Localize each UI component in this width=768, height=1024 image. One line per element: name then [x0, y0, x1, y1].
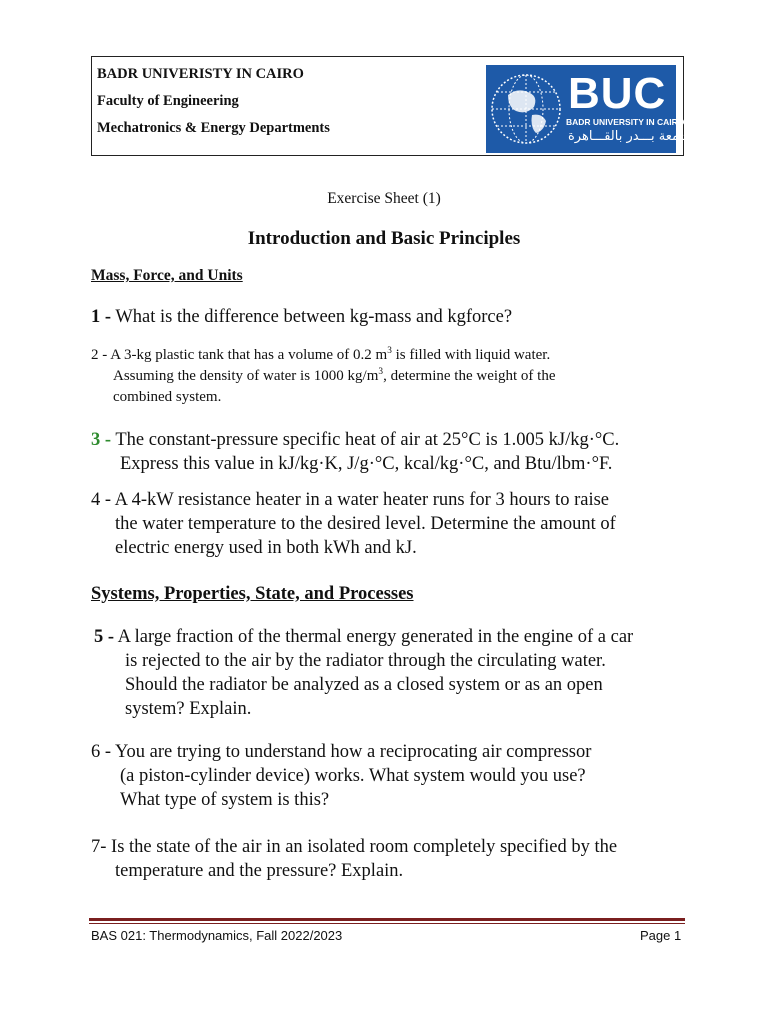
question-text: the water temperature to the desired level. Determine the amount of	[115, 514, 616, 534]
logo-text: BUC	[568, 69, 667, 118]
question-text: What is the difference between kg-mass and kgforce?	[115, 307, 513, 327]
question-text: A 3-kg plastic tank that has a volume of 0.2 m	[110, 347, 388, 363]
question-text: system? Explain.	[125, 699, 252, 719]
logo-subtitle: BADR UNIVERSITY IN CAIRO	[566, 117, 685, 127]
departments-name: Mechatronics & Energy Departments	[97, 120, 330, 136]
sheet-label: Exercise Sheet (1)	[327, 190, 441, 207]
question-2	[91, 345, 556, 408]
question-text: Should the radiator be analyzed as a closed system or as an open	[125, 675, 603, 695]
section-heading-systems: Systems, Properties, State, and Processes	[91, 584, 414, 604]
buc-logo	[486, 65, 691, 153]
university-name: BADR UNIVERISTY IN CAIRO	[97, 66, 304, 82]
question-number: 6 -	[91, 742, 112, 762]
question-text: temperature and the pressure? Explain.	[115, 861, 404, 881]
question-text: A large fraction of the thermal energy generated in the engine of a car	[117, 627, 634, 647]
faculty-name: Faculty of Engineering	[97, 93, 239, 109]
question-text: You are trying to understand how a reciprocating air compressor	[115, 742, 592, 762]
question-text: The constant-pressure specific heat of air at 25°C is 1.005 kJ/kg·°C.	[115, 430, 620, 450]
section-heading-units: Mass, Force, and Units	[91, 267, 243, 284]
footer-page-number: Page 1	[640, 928, 682, 943]
question-6	[91, 740, 591, 812]
question-4	[91, 488, 616, 560]
question-3	[91, 428, 619, 476]
question-text: Assuming the density of water is 1000 kg/m	[113, 368, 379, 384]
question-number: 7-	[91, 837, 107, 857]
logo-arabic-text: جامعة بـــدر بالقـــاهرة	[568, 129, 691, 144]
question-text: , determine the weight of the	[383, 368, 556, 384]
header-box	[91, 56, 691, 156]
question-text: is rejected to the air by the radiator through the circulating water.	[125, 651, 606, 671]
question-number: 4 -	[91, 490, 112, 510]
question-number: 2 -	[91, 347, 108, 363]
superscript: 3	[378, 367, 384, 377]
question-text: What type of system is this?	[120, 790, 330, 810]
footer-rule	[89, 918, 685, 921]
question-1	[91, 305, 512, 329]
question-text: Express this value in kJ/kg·K, J/g·°C, kcal/kg·°C, and Btu/lbm·°F.	[120, 454, 613, 474]
question-text: is filled with liquid water.	[391, 347, 551, 363]
footer-course: BAS 021: Thermodynamics, Fall 2022/2023	[91, 928, 343, 943]
globe-icon	[486, 65, 566, 153]
footer-rule-thin	[89, 923, 685, 924]
page-title: Introduction and Basic Principles	[247, 228, 521, 249]
question-text: (a piston-cylinder device) works. What system would you use?	[120, 766, 586, 786]
question-text: A 4-kW resistance heater in a water heater runs for 3 hours to raise	[114, 490, 609, 510]
question-number: 5 -	[94, 627, 115, 647]
question-7	[91, 835, 617, 883]
question-number: 1 -	[91, 307, 112, 327]
question-5	[94, 625, 633, 721]
question-text: electric energy used in both kWh and kJ.	[115, 538, 417, 558]
question-number: 3 -	[91, 430, 112, 450]
superscript: 3	[387, 346, 392, 356]
question-text: Is the state of the air in an isolated room completely specified by the	[111, 837, 618, 857]
question-text: combined system.	[113, 389, 222, 405]
